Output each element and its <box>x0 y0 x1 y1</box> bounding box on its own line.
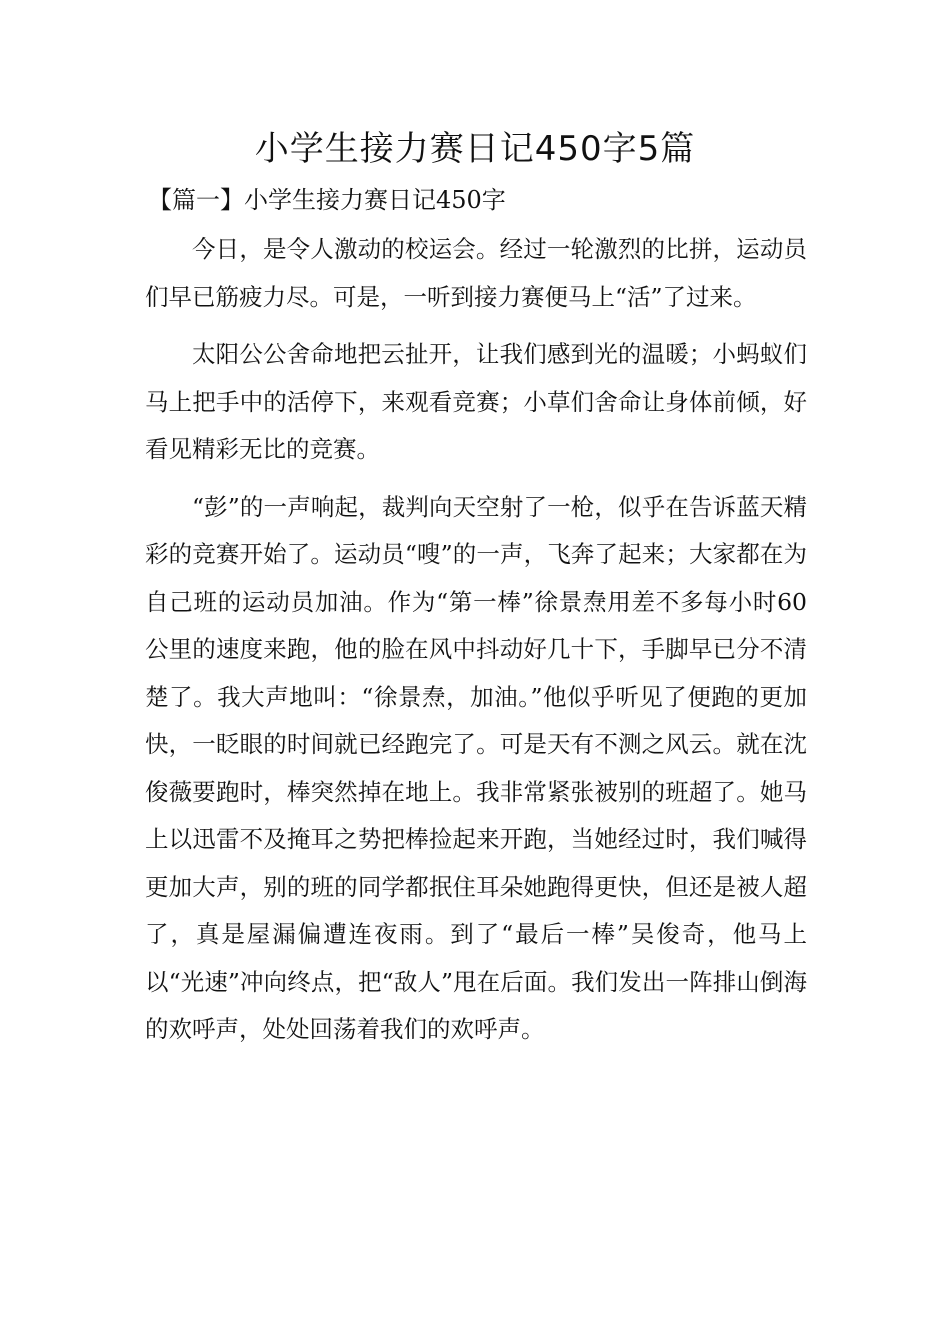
section-heading: 【篇一】小学生接力赛日记450字 <box>148 186 506 214</box>
paragraph: “彭”的一声响起，裁判向天空射了一枪，似乎在告诉蓝天精彩的竞赛开始了。运动员“嗖”的一声，飞奔了起来；大家都在为自己班的运动员加油。作为“第一棒”徐景焘用差不多每小时60公里的速度来跑，他的脸在风中抖动好几十下，手脚早已分不清楚了。我大声地叫：“徐景焘，加油。”他似乎听见了便跑的更加快，一眨眼的时间就已经跑完了。可是天有不测之风云。就在沈俊薇要跑时，棒突然掉在地上。我非常紧张被别的班超了。她马上以迅雷不及掩耳之势把棒捡起来开跑，当她经过时，我们喊得更加大声，别的班的同学都抿住耳朵她跑得更快，但还是被人超了，真是屋漏偏遭连夜雨。到了“最后一棒”吴俊奇，他马上以“光速”冲向终点，把“敌人”甩在后面。我们发出一阵排山倒海的欢呼声，处处回荡着我们的欢呼声。 <box>145 492 807 1043</box>
document-title: 小学生接力赛日记450字5篇 <box>254 129 696 169</box>
paragraph: 今日，是令人激动的校运会。经过一轮激烈的比拼，运动员们早已筋疲力尽。可是，一听到接力赛便马上“活”了过来。 <box>145 235 807 311</box>
article-body <box>145 226 807 1064</box>
paragraph: 太阳公公舍命地把云扯开，让我们感到光的温暖；小蚂蚁们马上把手中的活停下，来观看竞赛；小草们舍命让身体前倾，好看见精彩无比的竞赛。 <box>145 340 807 463</box>
